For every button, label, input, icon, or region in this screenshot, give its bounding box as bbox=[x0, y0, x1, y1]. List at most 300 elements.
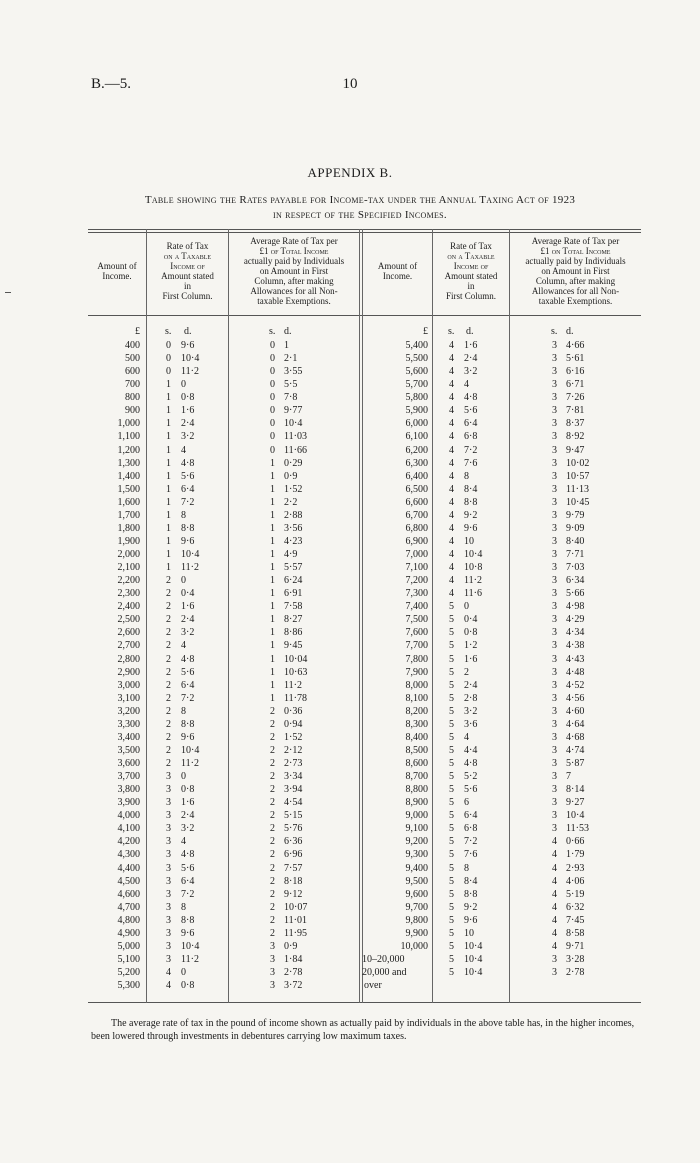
unit-pence: d. bbox=[184, 326, 192, 337]
table-cell: 4 bbox=[181, 444, 186, 456]
table-cell: 11·03 bbox=[284, 431, 307, 443]
table-cell: 2 bbox=[166, 718, 171, 730]
table-cell: 1 bbox=[270, 653, 275, 665]
table-cell: 0 bbox=[181, 575, 186, 587]
table-cell: 11·2 bbox=[181, 562, 199, 574]
table-cell: 1,600 bbox=[117, 496, 140, 508]
table-cell: 3 bbox=[552, 601, 557, 613]
table-body bbox=[88, 339, 641, 994]
table-cell: 2·4 bbox=[181, 614, 195, 626]
table-cell: 0·36 bbox=[284, 705, 303, 717]
table-cell: 4 bbox=[552, 914, 557, 926]
table-cell: 4 bbox=[449, 353, 454, 365]
table-cell: 3 bbox=[552, 692, 557, 704]
table-cell: 3 bbox=[166, 862, 171, 874]
table-cell: 10·4 bbox=[181, 744, 200, 756]
table-cell: 3 bbox=[552, 588, 557, 600]
table-cell: 8,700 bbox=[405, 771, 428, 783]
table-cell: 9·47 bbox=[566, 444, 585, 456]
table-cell: 4 bbox=[552, 849, 557, 861]
table-cell: 2,500 bbox=[117, 614, 140, 626]
table-cell: 6,800 bbox=[405, 522, 428, 534]
table-cell: 1 bbox=[166, 509, 171, 521]
table-cell: 0 bbox=[270, 392, 275, 404]
table-cell: 4 bbox=[464, 379, 469, 391]
table-cell: 0 bbox=[270, 379, 275, 391]
table-cell: 5·6 bbox=[181, 470, 195, 482]
table-cell: 3 bbox=[552, 731, 557, 743]
table-cell: 4 bbox=[552, 836, 557, 848]
table-cell: 8·8 bbox=[464, 496, 478, 508]
table-cell: 4 bbox=[449, 405, 454, 417]
caption-line-2: in respect of the Specified Incomes. bbox=[273, 209, 447, 221]
table-cell: 9,900 bbox=[405, 927, 428, 939]
table-cell: 2 bbox=[166, 705, 171, 717]
table-cell: 7,200 bbox=[405, 575, 428, 587]
table-cell: 10·4 bbox=[464, 967, 483, 978]
table-cell: 0·9 bbox=[284, 470, 298, 482]
table-cell: 6,400 bbox=[405, 470, 428, 482]
table-cell: 11·2 bbox=[284, 679, 302, 691]
table-cell: 1 bbox=[270, 470, 275, 482]
table-cell: 3 bbox=[270, 940, 275, 952]
table-cell: 5 bbox=[449, 731, 454, 743]
table-cell: 0·8 bbox=[181, 392, 195, 404]
table-cell: 4·06 bbox=[566, 875, 585, 887]
table-cell: 2·93 bbox=[566, 862, 585, 874]
table-cell: 1,000 bbox=[117, 418, 140, 430]
table-cell: 8·8 bbox=[181, 914, 195, 926]
table-cell: 6·16 bbox=[566, 366, 585, 378]
table-cell: 4 bbox=[449, 535, 454, 547]
table-cell: 1 bbox=[270, 666, 275, 678]
table-cell: 2 bbox=[270, 862, 275, 874]
table-cell: 3,900 bbox=[117, 797, 140, 809]
table-cell: 3 bbox=[166, 849, 171, 861]
table-cell: 4 bbox=[181, 640, 186, 652]
table-cell: 6 bbox=[464, 797, 469, 809]
table-cell: 5 bbox=[449, 784, 454, 796]
table-cell: 1 bbox=[270, 575, 275, 587]
table-cell: 3 bbox=[552, 627, 557, 639]
table-cell: 10·4 bbox=[566, 810, 585, 822]
table-cell: 1 bbox=[270, 509, 275, 521]
table-cell: 0 bbox=[270, 444, 275, 456]
table-cell: 2 bbox=[166, 758, 171, 769]
table-cell: 4,300 bbox=[117, 849, 140, 861]
unit-pence: d. bbox=[284, 326, 292, 337]
table-cell: 8,100 bbox=[405, 692, 428, 704]
table-cell: 3 bbox=[270, 953, 275, 965]
table-cell: 0·8 bbox=[464, 627, 478, 639]
table-cell: 2·4 bbox=[181, 418, 195, 430]
table-cell: 1 bbox=[270, 535, 275, 547]
table-cell: 9·6 bbox=[464, 914, 478, 926]
margin-mark bbox=[5, 292, 11, 293]
table-cell: 9·09 bbox=[566, 522, 585, 534]
table-cell: 5 bbox=[449, 771, 454, 783]
table-cell: 3·94 bbox=[284, 784, 303, 796]
unit-shillings: s. bbox=[448, 326, 455, 337]
table-cell: 3 bbox=[166, 784, 171, 796]
table-cell: 8·86 bbox=[284, 627, 303, 639]
table-cell: 4 bbox=[449, 340, 454, 351]
table-cell: 5,500 bbox=[405, 353, 428, 365]
table-cell: 3 bbox=[552, 718, 557, 730]
table-cell: 1 bbox=[166, 549, 171, 560]
table-cell: 7·26 bbox=[566, 392, 585, 404]
table-cell: 5 bbox=[449, 797, 454, 809]
table-cell: 7·2 bbox=[181, 692, 195, 704]
table-cell: 3 bbox=[552, 562, 557, 574]
table-cell: 3 bbox=[166, 797, 171, 809]
table-cell: 5 bbox=[449, 601, 454, 613]
table-cell: 5,800 bbox=[405, 392, 428, 404]
table-cell: 0 bbox=[270, 405, 275, 417]
unit-pence: d. bbox=[566, 326, 574, 337]
table-cell: 1 bbox=[166, 457, 171, 469]
table-cell: 0 bbox=[181, 771, 186, 783]
table-cell: 5,000 bbox=[117, 940, 140, 952]
table-cell: 3 bbox=[270, 980, 275, 992]
left-rate-pence-column bbox=[181, 339, 221, 992]
table-cell: 10·4 bbox=[464, 549, 483, 560]
table-cell: 1 bbox=[166, 431, 171, 443]
table-cell: 3 bbox=[552, 784, 557, 796]
table-cell: 9,500 bbox=[405, 875, 428, 887]
table-cell: 0·29 bbox=[284, 457, 303, 469]
table-cell: 9,000 bbox=[405, 810, 428, 822]
table-cell: 5 bbox=[449, 823, 454, 835]
table-cell: 7·6 bbox=[464, 457, 478, 469]
table-cell: 3 bbox=[552, 810, 557, 822]
table-cell: 5·66 bbox=[566, 588, 585, 600]
table-cell: 1 bbox=[270, 588, 275, 600]
table-cell: 5 bbox=[449, 888, 454, 900]
table-cell: 8 bbox=[181, 901, 186, 913]
table-cell: 3 bbox=[552, 797, 557, 809]
table-cell: 4·29 bbox=[566, 614, 585, 626]
right-average-shillings-column bbox=[552, 339, 562, 992]
table-cell: 8·4 bbox=[464, 483, 478, 495]
table-cell: 11·01 bbox=[284, 914, 307, 926]
table-cell: 7,300 bbox=[405, 588, 428, 600]
table-cell: 0·66 bbox=[566, 836, 585, 848]
table-cell: 3 bbox=[552, 340, 557, 351]
table-cell: 1 bbox=[270, 496, 275, 508]
table-cell: 4 bbox=[449, 470, 454, 482]
table-cell: 8·4 bbox=[464, 875, 478, 887]
table-cell: 3 bbox=[270, 967, 275, 978]
income-tax-table bbox=[88, 229, 641, 1003]
table-cell: 1 bbox=[270, 522, 275, 534]
table-cell: 6,200 bbox=[405, 444, 428, 456]
table-cell: 2 bbox=[270, 731, 275, 743]
table-cell: 8 bbox=[181, 705, 186, 717]
table-cell: 3 bbox=[552, 457, 557, 469]
table-cell: 5,600 bbox=[405, 366, 428, 378]
table-cell: 2,900 bbox=[117, 666, 140, 678]
table-cell: 8,800 bbox=[405, 784, 428, 796]
table-cell: 3 bbox=[166, 771, 171, 783]
table-cell: 5·61 bbox=[566, 353, 585, 365]
header-amount: Amount of Income. bbox=[97, 261, 137, 281]
table-cell: 1 bbox=[166, 483, 171, 495]
right-amount-column bbox=[362, 339, 428, 992]
table-cell: 0·9 bbox=[284, 940, 298, 952]
table-cell: 2 bbox=[270, 901, 275, 913]
table-cell: 4 bbox=[449, 392, 454, 404]
table-cell: 10,000 bbox=[400, 940, 428, 952]
table-cell: 11·2 bbox=[181, 758, 199, 769]
table-cell: 3 bbox=[552, 640, 557, 652]
table-cell: 9,600 bbox=[405, 888, 428, 900]
table-cell: 3 bbox=[166, 836, 171, 848]
table-cell: 1,900 bbox=[117, 535, 140, 547]
table-cell: 7,700 bbox=[405, 640, 428, 652]
table-cell: 0 bbox=[464, 601, 469, 613]
table-cell: 4 bbox=[181, 836, 186, 848]
table-cell: 7,800 bbox=[405, 653, 428, 665]
table-cell: 4,600 bbox=[117, 888, 140, 900]
table-cell: 5·87 bbox=[566, 758, 585, 769]
table-cell: 9·71 bbox=[566, 940, 585, 952]
table-cell: 7·6 bbox=[464, 849, 478, 861]
table-cell: 2,800 bbox=[117, 653, 140, 665]
table-cell: 3 bbox=[552, 483, 557, 495]
table-cell: 3,200 bbox=[117, 705, 140, 717]
table-cell: 6,100 bbox=[405, 431, 428, 443]
table-cell: 10·4 bbox=[284, 418, 303, 430]
table-cell: 7·2 bbox=[181, 888, 195, 900]
table-cell: 10·4 bbox=[464, 953, 483, 965]
table-cell: 0 bbox=[270, 431, 275, 443]
table-cell: 0·94 bbox=[284, 718, 303, 730]
table-cell: 1·79 bbox=[566, 849, 585, 861]
table-cell: 3 bbox=[166, 953, 171, 965]
table-cell: 4 bbox=[449, 522, 454, 534]
table-cell: 4·64 bbox=[566, 718, 585, 730]
table-cell: 2 bbox=[166, 614, 171, 626]
table-cell: 1,500 bbox=[117, 483, 140, 495]
table-cell: 7·45 bbox=[566, 914, 585, 926]
table-cell: 2 bbox=[166, 588, 171, 600]
table-cell: 1·6 bbox=[181, 405, 195, 417]
table-cell: 5,400 bbox=[405, 340, 428, 351]
table-cell: 7·2 bbox=[464, 836, 478, 848]
unit-shillings: s. bbox=[165, 326, 172, 337]
table-cell: 9·6 bbox=[181, 535, 195, 547]
table-cell: 4·68 bbox=[566, 731, 585, 743]
table-cell: 7,600 bbox=[405, 627, 428, 639]
table-cell: 700 bbox=[125, 379, 140, 391]
table-cell: 1,700 bbox=[117, 509, 140, 521]
table-cell: 9·2 bbox=[464, 901, 478, 913]
table-cell: 3 bbox=[552, 771, 557, 783]
caption-line-1: Table showing the Rates payable for Income-tax under the Annual Taxing Act of 1923 bbox=[144, 194, 576, 206]
table-cell: 9,100 bbox=[405, 823, 428, 835]
table-cell: 2 bbox=[270, 849, 275, 861]
table-cell: 2 bbox=[270, 927, 275, 939]
table-cell: 1 bbox=[284, 340, 289, 351]
table-cell: 6,000 bbox=[405, 418, 428, 430]
table-cell: 1,400 bbox=[117, 470, 140, 482]
table-cell: 6·96 bbox=[284, 849, 303, 861]
table-cell: 11·53 bbox=[566, 823, 589, 835]
table-cell: 1 bbox=[166, 562, 171, 574]
table-cell: 1·52 bbox=[284, 731, 303, 743]
table-cell: 10·4 bbox=[181, 549, 200, 560]
table-cell: 6,600 bbox=[405, 496, 428, 508]
table-cell: 2 bbox=[166, 744, 171, 756]
table-cell: 11·78 bbox=[284, 692, 307, 704]
table-cell: 5·6 bbox=[181, 862, 195, 874]
table-cell: 4 bbox=[449, 457, 454, 469]
table-cell: 11·13 bbox=[566, 483, 589, 495]
table-cell: 8,000 bbox=[405, 679, 428, 691]
table-cell: 3 bbox=[166, 927, 171, 939]
table-cell: 3·2 bbox=[464, 705, 478, 717]
table-cell: 4,500 bbox=[117, 875, 140, 887]
table-cell: 0 bbox=[270, 366, 275, 378]
table-cell: 2 bbox=[270, 744, 275, 756]
table-cell: 10 bbox=[464, 535, 474, 547]
table-cell: 5 bbox=[449, 901, 454, 913]
table-cell: 4 bbox=[552, 888, 557, 900]
table-cell: 4·9 bbox=[284, 549, 298, 560]
table-cell: over bbox=[364, 980, 382, 992]
table-cell: 1·6 bbox=[181, 797, 195, 809]
table-cell: 5 bbox=[449, 862, 454, 874]
table-cell: 2 bbox=[270, 823, 275, 835]
document-reference: B.—5. bbox=[91, 76, 132, 92]
table-cell: 8·92 bbox=[566, 431, 585, 443]
table-cell: 2·73 bbox=[284, 758, 303, 769]
table-cell: 3·28 bbox=[566, 953, 585, 965]
table-cell: 7·58 bbox=[284, 601, 303, 613]
table-cell: 9,700 bbox=[405, 901, 428, 913]
table-cell bbox=[552, 979, 562, 992]
right-average-pence-column bbox=[566, 339, 616, 992]
right-rate-pence-column bbox=[464, 339, 504, 992]
table-cell: 7,000 bbox=[405, 549, 428, 560]
table-cell: 6·32 bbox=[566, 901, 585, 913]
table-cell: 6·8 bbox=[464, 431, 478, 443]
table-cell: 8 bbox=[464, 470, 469, 482]
table-cell: 2 bbox=[270, 875, 275, 887]
table-cell: 5,300 bbox=[117, 980, 140, 992]
table-cell: 0·8 bbox=[181, 784, 195, 796]
table-cell: 11·6 bbox=[464, 588, 482, 600]
table-cell: 2 bbox=[166, 666, 171, 678]
left-average-shillings-column bbox=[270, 339, 280, 992]
table-cell: 3 bbox=[552, 549, 557, 560]
table-cell: 4 bbox=[449, 562, 454, 574]
table-cell: 11·2 bbox=[181, 953, 199, 965]
table-cell: 0 bbox=[181, 967, 186, 978]
table-cell: 4·48 bbox=[566, 666, 585, 678]
table-cell: 8,500 bbox=[405, 744, 428, 756]
table-cell: 8·8 bbox=[464, 888, 478, 900]
table-cell: 5 bbox=[449, 718, 454, 730]
table-cell: 5 bbox=[449, 875, 454, 887]
table-cell: 400 bbox=[125, 340, 140, 351]
table-cell: 3 bbox=[552, 614, 557, 626]
table-cell: 4 bbox=[552, 940, 557, 952]
table-cell: 8,400 bbox=[405, 731, 428, 743]
table-cell: 5 bbox=[449, 836, 454, 848]
table-cell: 8,900 bbox=[405, 797, 428, 809]
table-cell: 6·8 bbox=[464, 823, 478, 835]
table-cell: 10·04 bbox=[284, 653, 308, 665]
table-cell: 9·79 bbox=[566, 509, 585, 521]
table-cell: 3 bbox=[166, 940, 171, 952]
table-cell: 2·8 bbox=[464, 692, 478, 704]
table-cell: 9·77 bbox=[284, 405, 303, 417]
table-cell: 5 bbox=[449, 692, 454, 704]
table-cell: 3 bbox=[552, 535, 557, 547]
table-cell: 7 bbox=[566, 771, 571, 783]
table-cell: 3 bbox=[552, 392, 557, 404]
table-cell: 2 bbox=[270, 771, 275, 783]
table-cell: 4 bbox=[449, 444, 454, 456]
table-cell: 5 bbox=[449, 666, 454, 678]
header-rate: Rate of Tax on a Taxable Income of Amount stated in First Column. bbox=[161, 241, 214, 301]
table-cell: 4 bbox=[449, 496, 454, 508]
table-cell: 1,300 bbox=[117, 457, 140, 469]
table-cell: 3 bbox=[552, 431, 557, 443]
table-cell: 4 bbox=[449, 549, 454, 560]
table-cell: 0 bbox=[270, 353, 275, 365]
table-cell: 6·71 bbox=[566, 379, 585, 391]
table-cell: 3 bbox=[552, 666, 557, 678]
table-cell: 20,000 and bbox=[362, 967, 407, 978]
table-cell: 10·07 bbox=[284, 901, 308, 913]
table-cell: 9,200 bbox=[405, 836, 428, 848]
table-cell: 3 bbox=[552, 418, 557, 430]
table-cell: 10–20,000 bbox=[362, 953, 405, 965]
table-cell: 4 bbox=[166, 980, 171, 992]
table-cell: 4·43 bbox=[566, 653, 585, 665]
table-cell: 5 bbox=[449, 614, 454, 626]
table-cell: 1 bbox=[166, 418, 171, 430]
table-cell: 6·36 bbox=[284, 836, 303, 848]
table-cell: 2 bbox=[166, 731, 171, 743]
table-cell: 5,200 bbox=[117, 967, 140, 978]
table-cell: 3 bbox=[552, 444, 557, 456]
table-cell: 1 bbox=[270, 562, 275, 574]
left-amount-column bbox=[88, 339, 140, 992]
table-cell: 3 bbox=[552, 405, 557, 417]
table-cell: 4·4 bbox=[464, 744, 478, 756]
table-cell: 4 bbox=[552, 927, 557, 939]
table-cell: 10·4 bbox=[181, 940, 200, 952]
table-cell: 0·8 bbox=[181, 980, 195, 992]
table-cell: 7·2 bbox=[181, 496, 195, 508]
table-cell: 1 bbox=[166, 444, 171, 456]
table-cell: 5·19 bbox=[566, 888, 585, 900]
table-cell: 3 bbox=[552, 575, 557, 587]
table-cell: 800 bbox=[125, 392, 140, 404]
table-cell: 7,400 bbox=[405, 601, 428, 613]
table-cell: 2,700 bbox=[117, 640, 140, 652]
table-cell: 6·4 bbox=[181, 679, 195, 691]
table-cell: 5·76 bbox=[284, 823, 303, 835]
table-cell: 2 bbox=[270, 797, 275, 809]
table-cell: 10·4 bbox=[464, 940, 483, 952]
table-cell: 4,000 bbox=[117, 810, 140, 822]
table-cell: 1·52 bbox=[284, 483, 303, 495]
